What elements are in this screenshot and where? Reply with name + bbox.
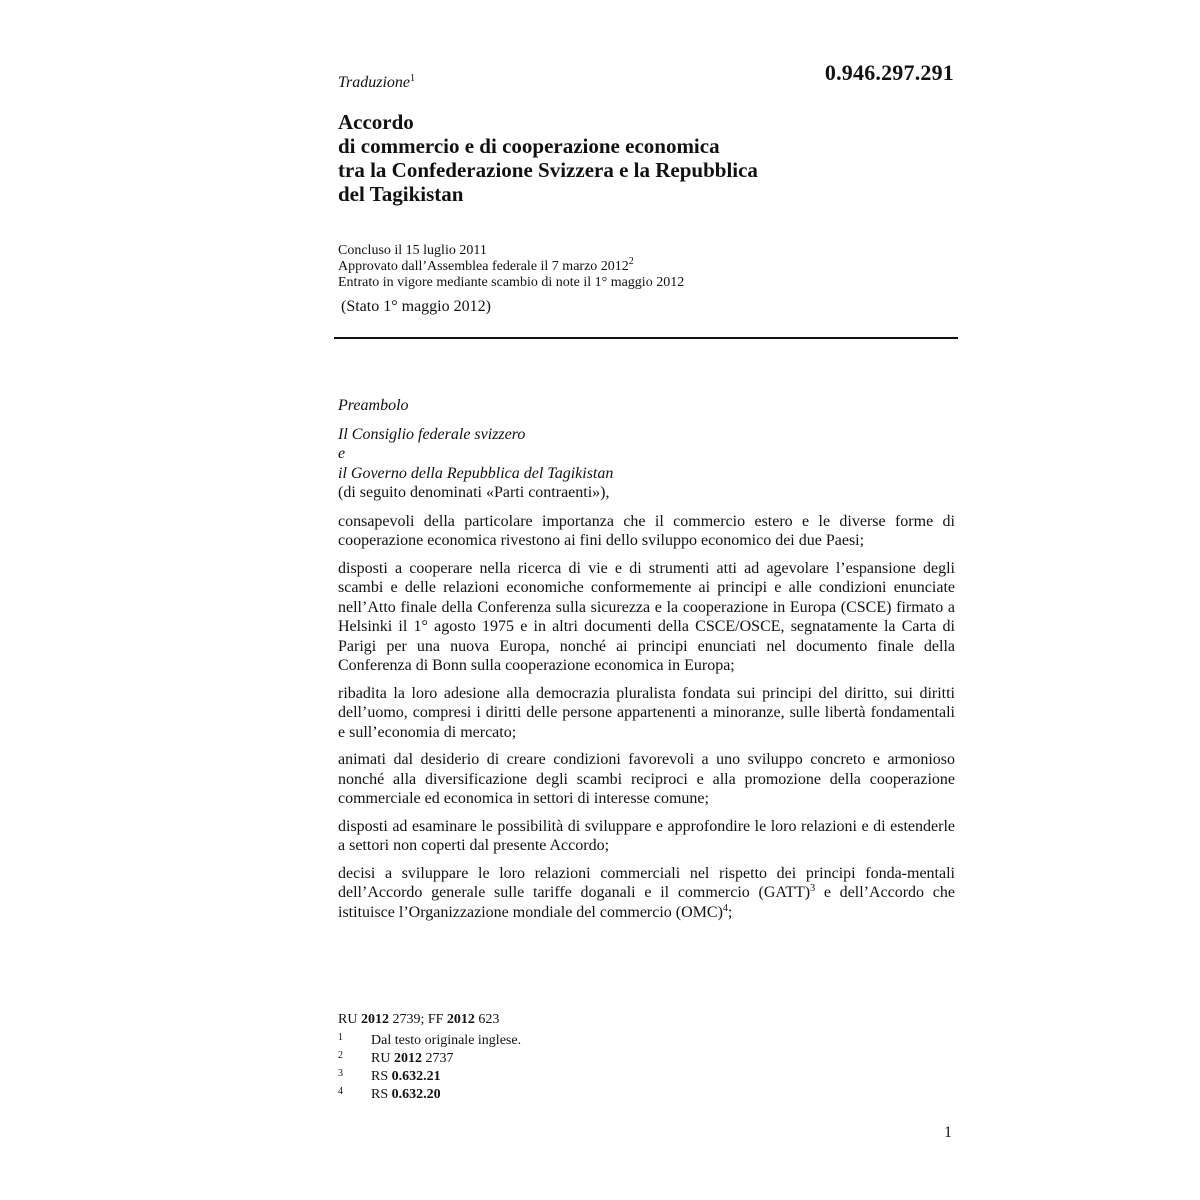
parties-designation: (di seguito denominati «Parti contraenti»), [338, 484, 610, 501]
footnote-ref-3[interactable]: 3 [810, 883, 816, 894]
conjunction: e [338, 445, 346, 462]
footnote-bold: 0.632.20 [391, 1087, 441, 1102]
preamble-section [338, 396, 955, 922]
document-meta [338, 243, 684, 291]
footnote-ref-2[interactable]: 2 [628, 256, 634, 267]
preamble-paragraph: animati dal desiderio di creare condizioni favorevoli a uno sviluppo concreto e armonioso nonché alla diversificazione degli scambi reciproci e alla promozione della cooperazione commerciale ed economica in settori di interesse comune; [338, 751, 955, 807]
footnote-bold: 2012 [393, 1051, 422, 1066]
ru-page: 2739; FF [388, 1012, 447, 1027]
sr-number: 0.946.297.291 [824, 60, 954, 85]
preamble-paragraph-last [338, 864, 955, 923]
ru-year: 2012 [360, 1012, 389, 1027]
footnote-prefix: RS [371, 1069, 392, 1084]
title-line: tra la Confederazione Svizzera e la Repubblica [338, 158, 758, 182]
approved-date [338, 256, 684, 275]
footnote-4 [338, 1084, 521, 1102]
ru-label: RU [338, 1012, 361, 1027]
title-line: Accordo [338, 110, 414, 134]
footnote-text: Dal testo originale inglese. [371, 1033, 522, 1048]
footnote-suffix: 2737 [421, 1051, 454, 1066]
footnote-2 [338, 1048, 521, 1066]
header-divider [334, 337, 958, 339]
footnote-ref-1[interactable]: 1 [410, 73, 416, 84]
last-paragraph-part2: e dell’Accordo che istituisce l’Organizzazione mondiale del commercio (OMC) [338, 884, 955, 921]
preamble-paragraph: disposti ad esaminare le possibilità di sviluppare e approfondire le loro relazioni e di estenderle a settori non coperti dal presente Accordo; [338, 817, 955, 854]
page-number: 1 [944, 1124, 952, 1141]
preamble-paragraph: consapevoli della particolare importanza che il commercio estero e le diverse forme di cooperazione economica rivestono ai fini dello sviluppo economico dei due Paesi; [338, 512, 955, 549]
entered-date: Entrato in vigore mediante scambio di note il 1° maggio 2012 [338, 275, 685, 290]
concluded-date: Concluso il 15 luglio 2011 [338, 243, 487, 258]
party-switzerland: Il Consiglio federale svizzero [338, 425, 526, 443]
footnote-3 [338, 1066, 521, 1084]
status-date: (Stato 1° maggio 2012) [341, 298, 491, 315]
footnote-ref-4[interactable]: 4 [722, 902, 728, 914]
contracting-parties [338, 425, 955, 503]
footnotes-section [338, 1012, 521, 1102]
last-paragraph-part3: ; [727, 903, 733, 921]
footnote-number: 1 [338, 1032, 343, 1043]
footnote-number: 3 [338, 1068, 343, 1079]
footnote-1 [338, 1030, 521, 1048]
last-paragraph-part1: decisi a sviluppare le loro relazioni commerciali nel rispetto dei principi fonda-mentali dell’Accordo generale sulle tariffe doganali e il commercio (GATT) [338, 864, 955, 901]
approved-text: Approvato dall’Assemblea federale il 7 marzo 2012 [338, 259, 629, 274]
ff-page: 623 [474, 1012, 500, 1027]
footnote-bold: 0.632.21 [391, 1069, 441, 1084]
footnote-prefix: RS [371, 1087, 392, 1102]
footnote-number: 4 [338, 1086, 343, 1097]
title-line: del Tagikistan [338, 182, 464, 206]
preamble-paragraph: ribadita la loro adesione alla democrazia pluralista fondata sui principi del diritto, sui diritti dell’uomo, compresi i diritti delle persone appartenenti a minoranze, sulle libertà fondamentali e sull’economia di mercato; [338, 684, 955, 741]
party-tajikistan: il Governo della Repubblica del Tagikistan [338, 464, 614, 482]
translation-text: Traduzione [338, 74, 411, 91]
publication-source [338, 1012, 521, 1027]
title-line: di commercio e di cooperazione economica [338, 134, 720, 158]
footnote-prefix: RU [371, 1051, 394, 1066]
footnote-number: 2 [338, 1050, 343, 1061]
preamble-heading: Preambolo [338, 397, 409, 414]
translation-label [338, 74, 415, 92]
ff-year: 2012 [446, 1012, 475, 1027]
preamble-paragraph: disposti a cooperare nella ricerca di vie e di strumenti atti ad agevolare l’espansione degli scambi e delle relazioni economiche conformemente ai principi e alle condizioni enunciate nell’Atto finale della Conferenza sulla sicurezza e la cooperazione in Europa (CSCE) firmato a Helsinki il 1° agosto 1975 e in altri documenti della CSCE/OSCE, segnatamente la Carta di Parigi per una nuova Europa, nonché ai principi enunciati nel documento finale della Conferenza di Bonn sulla cooperazione economica in Europa; [338, 559, 955, 674]
document-title [338, 110, 758, 206]
